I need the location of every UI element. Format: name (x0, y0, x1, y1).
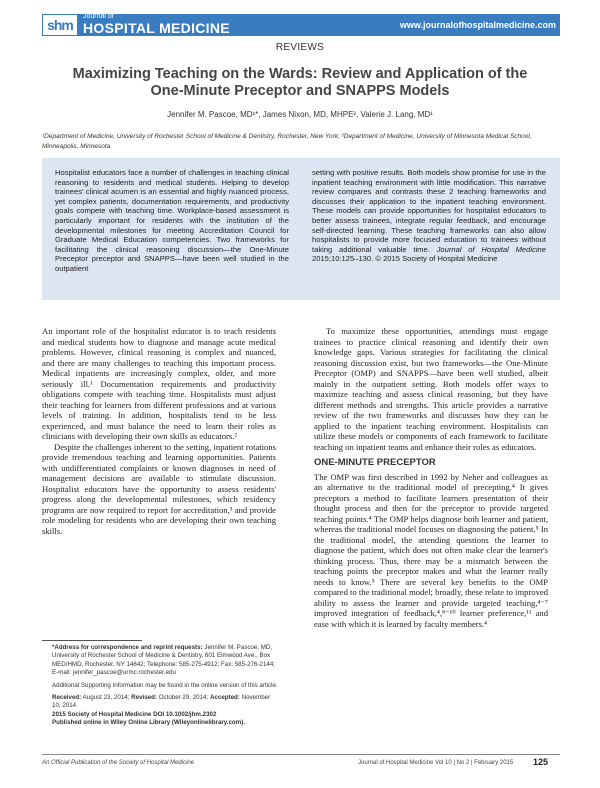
logo-text: shm (47, 17, 73, 33)
author-list: Jennifer M. Pascoe, MD¹*, James Nixon, MD, MHPE², Valerie J. Lang, MD¹ (167, 110, 433, 119)
body-column-left (42, 326, 276, 536)
journal-url[interactable]: www.journalofhospitalmedicine.com (399, 20, 556, 30)
doi[interactable]: DOI 10.1002/jhm.2302 (153, 710, 217, 718)
page-number: 125 (533, 757, 549, 767)
article-title: Maximizing Teaching on the Wards: Review and Application of the One-Minute Preceptor and SNAPPS Models (72, 66, 528, 99)
section-heading-omp: ONE-MINUTE PRECEPTOR (314, 457, 436, 468)
footer-publication-note: An Official Publication of the Society of Hospital Medicine (42, 760, 195, 766)
footnotes (52, 644, 280, 732)
abstract-copyright: © 2015 Society of Hospital Medicine (375, 254, 498, 264)
footnote-divider (42, 640, 142, 641)
received-date: August 23, 2014; (82, 694, 130, 702)
correspondence-text: Jennifer M. Pascoe, MD, University of Rochester School of Medicine & Dentistry, 601 Elmwood Ave., Box MED/HMD, Rochester, NY 14642; Telephone: 585-275-4912; Fax: 585-276-2144; E-mail: jennifer_pascoe@urmc.rochester.edu (52, 644, 275, 677)
footer-divider (42, 754, 560, 755)
article-history (52, 694, 280, 728)
intro-paragraph-1: An important role of the hospitalist educator is to teach residents and medical students how to diagnose and manage acute medical problems. However, clinical reasoning is complex and nuanced, and there are many challenges to teaching this important process. Medical inpatients are increasingly complex, older, and more seriously ill.¹ Documentation requirements and productivity obligations compete with teaching time. Hospitalists must adjust their teaching for learners from different professions and at various levels of training. In addition, hospitalists tend to be less experienced, and must balance the need to learn their roles as clinicians with developing their own skills as educators.² (42, 326, 276, 441)
correspondence-note (52, 644, 280, 678)
accepted-date: November 10, 2014 (52, 694, 271, 710)
received-label: Received: (52, 694, 82, 702)
affiliations: ¹Department of Medicine, University of Rochester School of Medicine & Dentistry, Rochester, New York; ²Department of Medicine, University of Minnesota Medical School, Minneapolis, Minnesota. (42, 133, 532, 150)
supporting-info-note: Additional Supporting Information may be found in the online version of this article. (52, 681, 278, 689)
citation-journal: Journal of Hospital Medicine (436, 244, 546, 254)
journal-name: HOSPITAL MEDICINE (83, 20, 230, 36)
accepted-label: Accepted: (209, 694, 240, 702)
omp-paragraph-1: The OMP was first described in 1992 by Neher and colleagues as an alternative to the traditional model of precepting.⁴ It gives preceptors a method to facilitate learners presentation of their thought process and then for the preceptor to provide targeted teaching points.⁴ The OMP helps diagnose both learner and patient, whereas the traditional model focuses on diagnosing the patient.⁵ In the traditional model, the attending questions the learner to diagnose the patient, which does not often make clear the learner's thinking process. Thus, there may be a mismatch between the teaching points the preceptor makes and what the learner really needs to know.⁵ There are several key benefits to the OMP compared to the traditional model; broadly, these relate to improved ability to assess the learner and provide targeted teaching,⁴⁻⁷ improved integration of feedback,⁴,⁸⁻¹⁰ learner preference,¹¹ and ease with which it is learned by faculty members.⁴ (314, 471, 548, 629)
intro-paragraph-2: Despite the challenges inherent to the setting, inpatient rotations provide tremendous teaching and learning opportunities. Patients with undifferentiated complaints or known diagnoses in need of management decisions are available to stimulate discussion. Hospitalist educators have the opportunity to assess residents' progress along the developmental milestones, which residency programs are now required to report for accreditation,³ and provide role modeling for residents who are developing their own teaching skills. (42, 441, 276, 536)
journal-name-small: Journal of (83, 13, 114, 20)
abstract-left: Hospitalist educators face a number of challenges in teaching clinical reasoning to residents and medical students. Helping to develop trainees' clinical acumen is an essential and highly nuanced process, yet complex patients, documentation requirements, and productivity goals compete with teaching time. Workplace-based assessment is particularly important for residents with the institution of the developmental milestones for meeting Accreditation Council for Graduate Medical Education competencies. Two frameworks for facilitating the clinical reasoning discussion—the One-Minute Preceptor preceptor and SNAPPS—have been well studied in the outpatient (55, 168, 289, 273)
abstract-right (312, 168, 546, 264)
footer-journal-issue: Journal of Hospital Medicine Vol 10 | No 2 | February 2015 (358, 760, 514, 766)
intro-paragraph-3: To maximize these opportunities, attendings must engage trainees to practice clinical reasoning and identify their own knowledge gaps. Various strategies for facilitating the clinical reasoning discussion exist, but two frameworks—the One-Minute Preceptor (OMP) and SNAPPS—have been well studied, albeit mainly in the outpatient setting. Both models offer ways to maximize teaching and assess clinical reasoning, but they have different methods and strengths. This article provides a narrative review of the two frameworks and discusses how they can be applied to the inpatient teaching environment. Hospitalists can utilize these models or components of each framework to facilitate teaching on inpatient teams and enhance their roles as educators. (314, 326, 548, 452)
omp-section (314, 458, 548, 629)
citation-ref: 2015;10:125–130. (312, 254, 374, 264)
correspondence-label: *Address for correspondence and reprint requests: (52, 644, 203, 651)
body-column-right (314, 326, 548, 452)
published-online: Published online in Wiley Online Library (Wileyonlinelibrary.com). (52, 719, 245, 727)
section-label: REVIEWS (275, 42, 325, 53)
revised-date: October 29, 2014; (158, 694, 209, 702)
revised-label: Revised: (131, 694, 157, 702)
shm-logo (42, 14, 78, 36)
abstract-right-text: setting with positive results. Both models show promise for use in the inpatient teaching environment with little modification. This narrative review compares and contrasts these 2 teaching frameworks and discusses their application to the inpatient teaching environment. These models can provide opportunities for hospitalist educators to better assess trainees, integrate regular feedback, and encourage self-directed learning. These teaching frameworks can also allow hospitalists to provide more focused education to trainees without taking additional valuable time. (312, 168, 546, 254)
society-copyright: 2015 Society of Hospital Medicine (52, 710, 152, 718)
